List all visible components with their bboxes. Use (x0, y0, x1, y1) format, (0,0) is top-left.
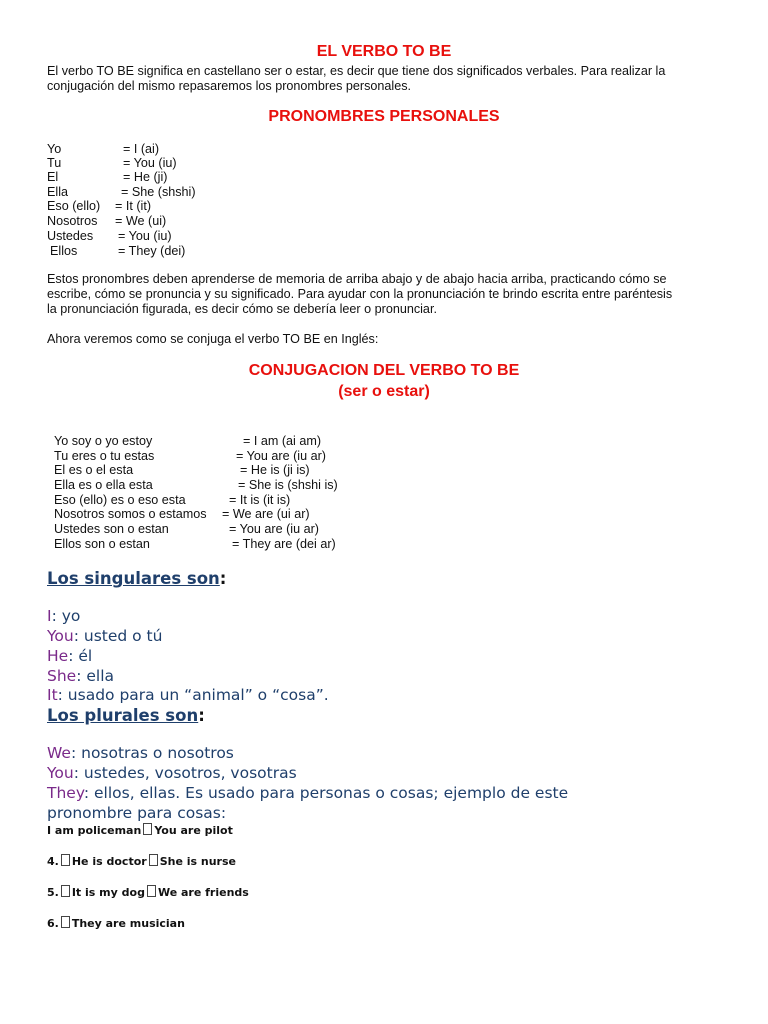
example-line (47, 823, 233, 837)
singular-meaning: : yo (51, 607, 81, 625)
singular-item (47, 667, 114, 685)
conjugation-en: = It is (it is) (229, 493, 291, 507)
pronoun-es: Ustedes (47, 229, 94, 243)
example-sentence: It is my dog (71, 886, 145, 899)
conjugation-en: = They are (dei ar) (232, 537, 336, 551)
pronoun-row (47, 199, 100, 213)
pronoun-en: = She (shshi) (121, 185, 196, 199)
conjugation-es: El es o el esta (54, 463, 134, 477)
intro-line-1: El verbo TO BE significa en castellano ser o estar, es decir que tiene dos significados verbales. Para realizar la (47, 64, 666, 78)
singular-item (47, 627, 162, 645)
pronoun-es: El (47, 170, 59, 184)
example-line (47, 854, 236, 868)
memo-line-1: Estos pronombres deben aprenderse de memoria de arriba abajo y de abajo hacia arriba, practicando cómo se (47, 272, 667, 286)
pronoun-en: = I (ai) (123, 142, 160, 156)
pronoun-es: Eso (ello) (47, 199, 101, 213)
pronoun-es: Ellos (50, 244, 78, 258)
example-number: 6. (47, 917, 59, 930)
conjugation-en: = You are (iu ar) (236, 449, 326, 463)
example-sentence: We are friends (157, 886, 249, 899)
plural-meaning: : ustedes, vosotros, vosotras (73, 764, 297, 782)
singular-pronoun: She (47, 667, 77, 685)
pronouns-heading: PRONOMBRES PERSONALES (268, 108, 500, 125)
singular-meaning: : él (68, 647, 93, 665)
singular-item (47, 686, 329, 704)
pronoun-row (47, 170, 58, 184)
pronoun-en: = You (iu) (123, 156, 177, 170)
singular-pronoun: He (47, 647, 69, 665)
plural-pronoun: You (47, 764, 74, 782)
example-sentence: I am policeman (47, 824, 142, 837)
conjugation-en: = You are (iu ar) (229, 522, 319, 536)
conjugation-es: Eso (ello) es o eso esta (54, 493, 186, 507)
plural-pronoun: They (47, 784, 84, 802)
pronoun-en: = He (ji) (123, 170, 168, 184)
singular-pronoun: It (47, 686, 58, 704)
pronoun-es: Tu (47, 156, 62, 170)
conjugation-en: = She is (shshi is) (238, 478, 338, 492)
singular-meaning: : ella (76, 667, 114, 685)
intro-paragraph (47, 64, 723, 94)
conjugation-es: Ellos son o estan (54, 537, 150, 551)
intro-line-2: conjugación del mismo repasaremos los pronombres personales. (47, 79, 412, 93)
pronoun-row (47, 142, 61, 156)
singular-item (47, 607, 80, 625)
singular-meaning: : usado para un “animal” o “cosa”. (57, 686, 329, 704)
pronoun-row (50, 244, 77, 258)
pronoun-es: Yo (47, 142, 62, 156)
plurales-heading: Los plurales son: (47, 706, 205, 725)
plural-item (47, 744, 234, 762)
conjugation-es: Nosotros somos o estamos (54, 507, 207, 521)
missing-glyph-icon (61, 916, 70, 928)
conjugation-en: = I am (ai am) (243, 434, 322, 448)
pronoun-en: = We (ui) (115, 214, 167, 228)
plural-item (47, 764, 297, 782)
missing-glyph-icon (61, 854, 70, 866)
plural-continuation: pronombre para cosas: (47, 804, 227, 822)
pronoun-es: Ella (47, 185, 68, 199)
example-line (47, 885, 249, 899)
conjugation-es: Ella es o ella esta (54, 478, 153, 492)
example-number: 5. (47, 886, 59, 899)
singular-pronoun: You (47, 627, 74, 645)
pronoun-en: = It (it) (115, 199, 152, 213)
conjugation-en: = He is (ji is) (240, 463, 310, 477)
singulares-heading-text: Los singulares son (47, 569, 220, 588)
missing-glyph-icon (61, 885, 70, 897)
conjugation-es: Yo soy o yo estoy (54, 434, 153, 448)
plural-meaning: : nosotras o nosotros (70, 744, 234, 762)
memo-line-2: escribe, cómo se pronuncia y su significado. Para ayudar con la pronunciación te brindo escrita entre paréntesis (47, 287, 673, 301)
pronoun-row (47, 214, 97, 228)
example-sentence: He is doctor (71, 855, 147, 868)
pronoun-row (47, 185, 68, 199)
example-sentence: You are pilot (154, 824, 233, 837)
conjugation-en: = We are (ui ar) (222, 507, 310, 521)
pronoun-row (47, 156, 61, 170)
example-line (47, 916, 185, 930)
missing-glyph-icon (143, 823, 152, 835)
missing-glyph-icon (147, 885, 156, 897)
pronoun-row (47, 229, 93, 243)
pronoun-en: = You (iu) (118, 229, 172, 243)
singular-pronoun: I (47, 607, 52, 625)
plural-pronoun: We (47, 744, 71, 762)
plurales-heading-text: Los plurales son (47, 706, 199, 725)
singular-meaning: : usted o tú (73, 627, 163, 645)
conjugation-es: Ustedes son o estan (54, 522, 169, 536)
memo-line-3: la pronunciación figurada, es decir cómo se debería leer o pronunciar. (47, 302, 437, 316)
memo-paragraph (47, 272, 723, 317)
conjugation-es: Tu eres o tu estas (54, 449, 155, 463)
example-sentence: She is nurse (159, 855, 236, 868)
page-title: EL VERBO TO BE (316, 43, 452, 60)
pronoun-en: = They (dei) (118, 244, 186, 258)
missing-glyph-icon (149, 854, 158, 866)
example-number: 4. (47, 855, 59, 868)
plural-meaning: : ellos, ellas. Es usado para personas o cosas; ejemplo de este (83, 784, 569, 802)
conjugation-subheading: (ser o estar) (338, 383, 430, 400)
singular-item (47, 647, 92, 665)
ahora-text: Ahora veremos como se conjuga el verbo TO BE en Inglés: (47, 332, 379, 346)
pronoun-es: Nosotros (47, 214, 98, 228)
conjugation-heading: CONJUGACION DEL VERBO TO BE (248, 362, 520, 379)
example-sentence: They are musician (71, 917, 185, 930)
singulares-heading: Los singulares son: (47, 569, 227, 588)
plural-item (47, 784, 568, 802)
